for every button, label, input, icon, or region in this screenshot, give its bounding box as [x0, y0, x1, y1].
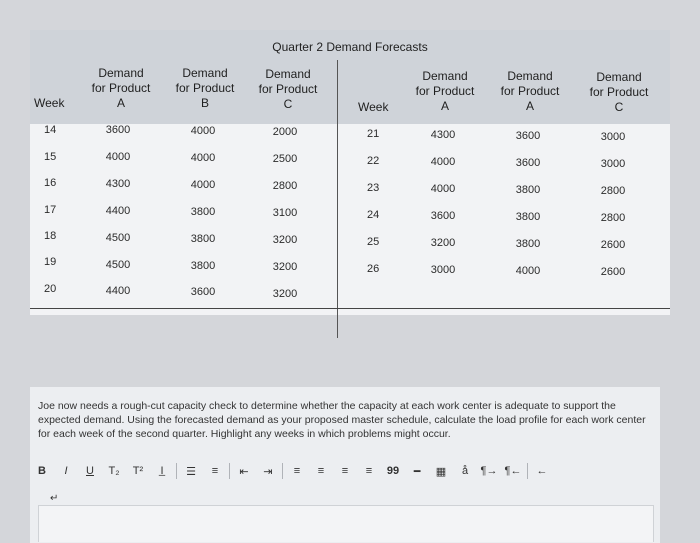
table-cell: 3200: [430, 237, 456, 249]
align-center-icon[interactable]: ≡: [317, 465, 325, 477]
table-cell: 2600: [600, 239, 626, 251]
toolbar-divider: [527, 463, 528, 479]
bulleted-list-icon[interactable]: ☰: [186, 465, 196, 478]
demand-forecast-table: [30, 30, 670, 315]
table-cell: 3200: [272, 234, 298, 246]
table-cell: 4500: [105, 259, 131, 271]
blockquote-icon[interactable]: 99: [386, 465, 400, 477]
table-cell: 3800: [190, 233, 216, 245]
table-cell: 4000: [430, 156, 456, 168]
table-cell: 3600: [515, 157, 541, 169]
table-cell: 2800: [272, 180, 298, 192]
header-line: B: [200, 96, 209, 110]
table-cell: 3800: [190, 260, 216, 272]
header-line: for Product: [258, 82, 318, 96]
header-line: A: [116, 96, 125, 110]
header-product-a-left: [86, 66, 156, 111]
clear-format-button[interactable]: I̲: [160, 465, 164, 477]
table-cell: 3800: [515, 211, 541, 223]
table-cell: 4300: [430, 129, 456, 141]
header-line: C: [614, 100, 624, 114]
ltr-paragraph-icon[interactable]: ¶→: [480, 465, 498, 477]
column-divider: [337, 60, 338, 338]
table-cell: 3000: [600, 158, 626, 170]
table-icon[interactable]: ▦: [435, 465, 447, 478]
header-line: Demand: [507, 69, 553, 83]
question-panel: [30, 387, 660, 543]
more-options-icon[interactable]: ↵: [50, 493, 59, 504]
header-line: A: [525, 99, 534, 113]
table-cell: 2500: [272, 153, 298, 165]
table-cell: 4000: [190, 152, 216, 164]
table-cell: 2800: [600, 185, 626, 197]
table-cell: 25: [367, 236, 380, 248]
toolbar-divider: [282, 463, 283, 479]
table-cell: 20: [44, 283, 57, 295]
table-cell: 18: [44, 230, 57, 242]
table-cell: 4000: [190, 125, 216, 137]
table-cell: 4500: [105, 232, 131, 244]
header-line: A: [440, 99, 449, 113]
header-line: Demand: [182, 66, 228, 80]
header-product-b-left: [170, 66, 240, 111]
horizontal-rule-icon[interactable]: ━: [413, 465, 421, 478]
header-line: for Product: [415, 84, 475, 98]
toolbar-divider: [229, 463, 230, 479]
header-week-right: Week: [358, 100, 389, 114]
table-cell: 3600: [190, 286, 216, 298]
table-cell: 2800: [600, 212, 626, 224]
table-cell: 4300: [105, 178, 131, 190]
numbered-list-icon[interactable]: ≡: [211, 465, 219, 477]
table-cell: 3200: [272, 261, 298, 273]
answer-editor[interactable]: [38, 505, 654, 542]
rich-text-toolbar: [30, 457, 660, 485]
header-line: Demand: [98, 66, 144, 80]
table-cell: 4400: [105, 205, 131, 217]
table-cell: 3800: [515, 184, 541, 196]
table-cell: 4000: [515, 265, 541, 277]
header-product-b-right: [495, 69, 565, 114]
table-cell: 24: [367, 209, 380, 221]
header-product-a-right: [410, 69, 480, 114]
header-line: for Product: [589, 85, 649, 99]
table-cell: 15: [44, 151, 57, 163]
justify-icon[interactable]: ≡: [365, 465, 373, 477]
table-cell: 4000: [430, 183, 456, 195]
header-line: C: [283, 97, 293, 111]
table-cell: 3600: [430, 210, 456, 222]
align-right-icon[interactable]: ≡: [341, 465, 349, 477]
table-cell: 3000: [600, 131, 626, 143]
table-cell: 4000: [190, 179, 216, 191]
header-line: Demand: [422, 69, 468, 83]
table-cell: 2000: [272, 126, 298, 138]
table-cell: 17: [44, 204, 57, 216]
table-cell: 16: [44, 177, 57, 189]
table-cell: 2600: [600, 266, 626, 278]
table-cell: 26: [367, 263, 380, 275]
question-text: Joe now needs a rough-cut capacity check to determine whether the capacity at each work center is adequate to support the expected demand. Using the forecasted demand as your proposed master schedule, calculate the load profile for each work center for each week of the second quarter. Highlight any weeks in which problems might occur.: [38, 400, 646, 440]
table-cell: 21: [367, 128, 380, 140]
header-line: Demand: [596, 70, 642, 84]
table-cell: 19: [44, 256, 57, 268]
header-line: for Product: [91, 81, 151, 95]
toolbar-divider: [176, 463, 177, 479]
table-cell: 4000: [105, 151, 131, 163]
header-week-left: Week: [34, 96, 65, 110]
table-cell: 3800: [190, 206, 216, 218]
rtl-paragraph-icon[interactable]: ¶←: [504, 465, 522, 477]
table-title: Quarter 2 Demand Forecasts: [272, 40, 428, 54]
table-cell: 23: [367, 182, 380, 194]
indent-icon[interactable]: ⇥: [263, 465, 273, 478]
table-cell: 4400: [105, 285, 131, 297]
subscript-button[interactable]: T₂: [108, 465, 120, 477]
special-character-icon[interactable]: å: [461, 465, 469, 477]
header-line: for Product: [500, 84, 560, 98]
superscript-button[interactable]: T²: [132, 465, 144, 477]
table-cell: 22: [367, 155, 380, 167]
bold-button[interactable]: B: [38, 465, 46, 477]
header-line: Demand: [265, 67, 311, 81]
table-cell: 3100: [272, 207, 298, 219]
align-left-icon[interactable]: ≡: [293, 465, 301, 477]
italic-button[interactable]: I: [64, 465, 68, 477]
table-bottom-rule: [30, 308, 670, 309]
underline-button[interactable]: U: [86, 465, 94, 477]
table-cell: 3800: [515, 238, 541, 250]
table-cell: 3000: [430, 264, 456, 276]
header-line: for Product: [175, 81, 235, 95]
header-product-c-left: [253, 67, 323, 112]
table-cell: 14: [44, 124, 57, 136]
outdent-icon[interactable]: ⇤: [239, 465, 249, 478]
table-cell: 3200: [272, 288, 298, 300]
undo-icon[interactable]: ←: [536, 465, 548, 477]
header-product-c-right: [582, 70, 656, 115]
table-cell: 3600: [515, 130, 541, 142]
table-cell: 3600: [105, 124, 131, 136]
